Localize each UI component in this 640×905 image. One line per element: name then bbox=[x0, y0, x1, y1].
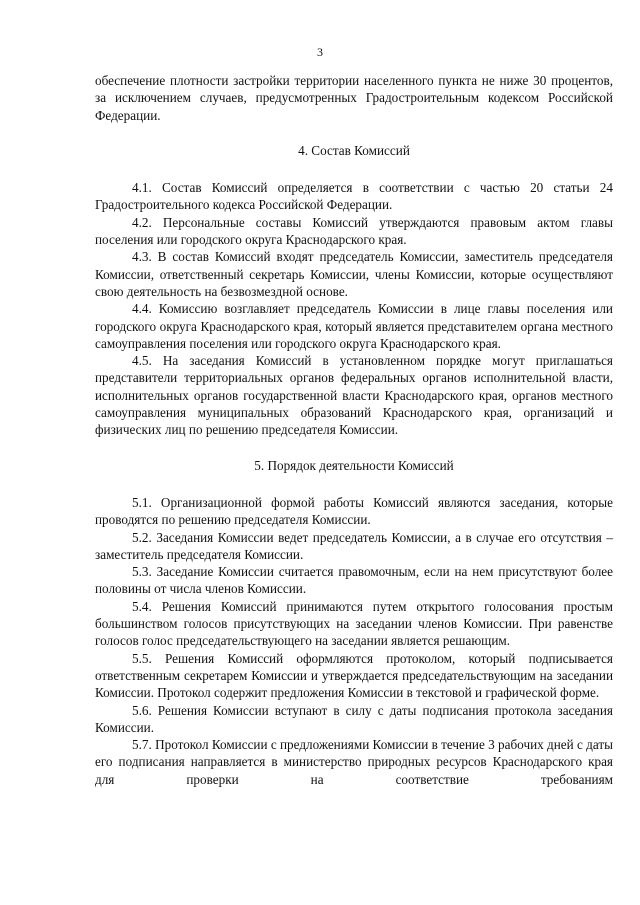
document-body bbox=[95, 72, 613, 788]
paragraph-4-2: 4.2. Персональные составы Комиссий утверждаются правовым актом главы поселения или городского округа Краснодарского края. bbox=[95, 214, 613, 248]
page-number: 3 bbox=[317, 45, 323, 59]
paragraph-4-5: 4.5. На заседания Комиссий в установленном порядке могут приглашаться представители территориальных органов федеральных органов исполнительной власти, исполнительных органов государственной власти Краснодарского края, органов местного самоуправления муниципальных образований Краснодарского края, организаций и физических лиц по решению председателя Комиссии. bbox=[95, 353, 613, 438]
paragraph-4-3: 4.3. В состав Комиссий входят председатель Комиссии, заместитель председателя Комиссии, ответственный секретарь Комиссии, члены Комиссии, которые осуществляют свою деятельность на безвозмездной основе. bbox=[95, 249, 613, 299]
paragraph-5-5: 5.5. Решения Комиссий оформляются протоколом, который подписывается ответственным секретарем Комиссии и утверждается председательствующим на заседании Комиссии. Протокол содержит предложения Комиссии в текстовой и графической форме. bbox=[95, 650, 613, 701]
paragraph-5-4: 5.4. Решения Комиссий принимаются путем открытого голосования простым большинством голосов присутствующих на заседании членов Комиссии. При равенстве голосов голос председательствующего на заседании является решающим. bbox=[95, 598, 613, 649]
paragraph-5-2: 5.2. Заседания Комиссии ведет председатель Комиссии, а в случае его отсутствия – заместитель председателя Комиссии. bbox=[95, 529, 613, 562]
paragraph-5-6: 5.6. Решения Комиссии вступают в силу с даты подписания протокола заседания Комиссии. bbox=[95, 702, 613, 735]
section-4-heading: 4. Состав Комиссий bbox=[298, 142, 410, 158]
intro-paragraph: обеспечение плотности застройки территории населенного пункта не ниже 30 процентов, за исключением случаев, предусмотренных Градостроительным кодексом Российской Федерации. bbox=[95, 73, 613, 123]
paragraph-4-1: 4.1. Состав Комиссий определяется в соответствии с частью 20 статьи 24 Градостроительного кодекса Российской Федерации. bbox=[95, 180, 613, 213]
section-5-heading: 5. Порядок деятельности Комиссий bbox=[254, 457, 454, 473]
paragraph-5-1: 5.1. Организационной формой работы Комиссий являются заседания, которые проводятся по решению председателя Комиссии. bbox=[95, 494, 613, 528]
paragraph-5-7: 5.7. Протокол Комиссии с предложениями Комиссии в течение 3 рабочих дней с даты его подписания направляется в министерство природных ресурсов Краснодарского края для проверки на соответствие требованиям bbox=[95, 737, 613, 787]
paragraph-4-4: 4.4. Комиссию возглавляет председатель Комиссии в лице главы поселения или городского округа Краснодарского края, который является представителем органа местного самоуправления поселения или городского округа Краснодарского края. bbox=[95, 301, 613, 351]
paragraph-5-3: 5.3. Заседание Комиссии считается правомочным, если на нем присутствуют более половины от числа членов Комиссии. bbox=[95, 564, 613, 597]
